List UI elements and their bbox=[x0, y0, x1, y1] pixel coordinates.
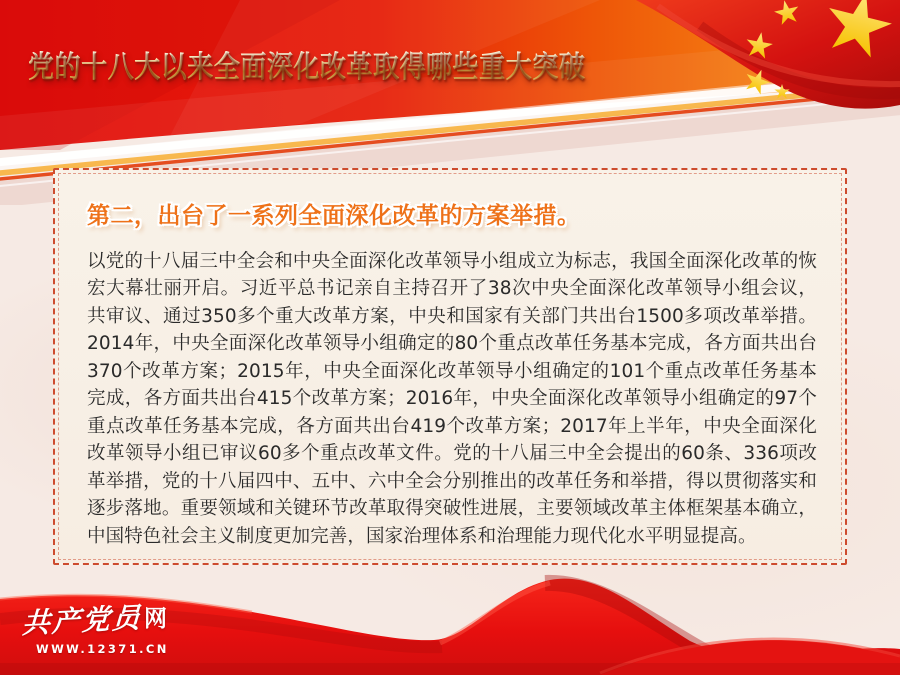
site-logo-calligraphy: 共产党员 bbox=[21, 600, 143, 641]
site-logo-suffix: 网 bbox=[144, 606, 168, 632]
content-card bbox=[53, 168, 847, 565]
page-title: 党的十八大以来全面深化改革取得哪些重大突破 bbox=[28, 50, 586, 85]
site-logo bbox=[22, 599, 169, 656]
section-heading: 第二，出台了一系列全面深化改革的方案举措。 bbox=[87, 203, 581, 229]
body-paragraph: 以党的十八届三中全会和中央全面深化改革领导小组成立为标志，我国全面深化改革的恢宏大幕壮丽开启。习近平总书记亲自主持召开了38次中央全面深化改革领导小组会议，共审议、通过350多个重大改革方案，中央和国家有关部门共出台1500多项改革举措。2014年，中央全面深化改革领导小组确定的80个重点改革任务基本完成，各方面共出台370个改革方案；2015年，中央全面深化改革领导小组确定的101个重点改革任务基本完成，各方面共出台415个改革方案；2016年，中央全面深化改革领导小组确定的97个重点改革任务基本完成，各方面共出台419个改革方案；2017年上半年，中央全面深化改革领导小组已审议60多个重点改革文件。党的十八届三中全会提出的60条、336项改革举措，党的十八届四中、五中、六中全会分别推出的改革任务和举措，得以贯彻落实和逐步落地。重要领域和关键环节改革取得突破性进展，主要领域改革主体框架基本确立，中国特色社会主义制度更加完善，国家治理体系和治理能力现代化水平明显提高。 bbox=[87, 250, 817, 547]
site-url: WWW.12371.CN bbox=[36, 642, 169, 656]
